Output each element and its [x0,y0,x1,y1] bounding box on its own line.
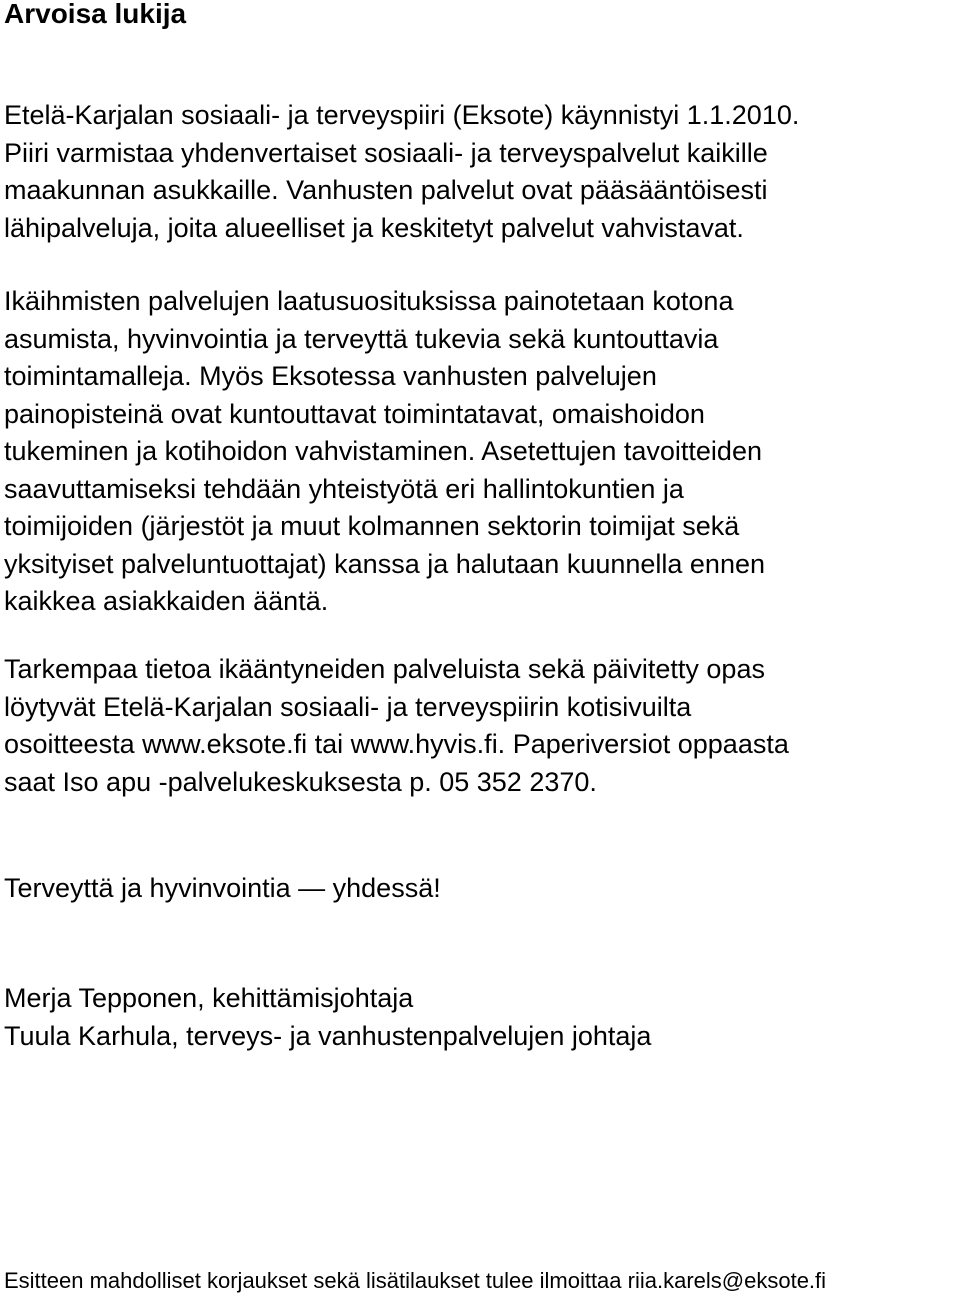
paragraph-line: painopisteinä ovat kuntouttavat toimintatavat, omaishoidon [4,398,705,429]
paragraph-line: asumista, hyvinvointia ja terveyttä tukevia sekä kuntouttavia [4,323,719,354]
paragraph-line: Tarkempaa tietoa ikääntyneiden palveluista sekä päivitetty opas [4,654,765,684]
paragraph-line: löytyvät Etelä-Karjalan sosiaali- ja terveyspiirin kotisivuilta [4,691,692,722]
paragraph-line: Ikäihmisten palvelujen laatusuosituksissa painotetaan kotona [4,286,734,316]
info-paragraph [4,651,789,801]
paragraph-line: yksityiset palveluntuottajat) kanssa ja halutaan kuunnella ennen [4,548,765,579]
paragraph-line: saat Iso apu -palvelukeskuksesta p. 05 352 2370. [4,766,597,797]
quality-paragraph [4,283,765,621]
paragraph-line: saavuttamiseksi tehdään yhteistyötä eri hallintokuntien ja [4,473,684,504]
closing-line: Terveyttä ja hyvinvointia — yhdessä! [4,873,441,903]
paragraph-line: kaikkea asiakkaiden ääntä. [4,586,329,616]
intro-paragraph [4,97,799,247]
paragraph-line: toimijoiden (järjestöt ja muut kolmannen sektorin toimijat sekä [4,511,740,541]
signature-line: Tuula Karhula, terveys- ja vanhustenpalvelujen johtaja [4,1020,652,1051]
paragraph-line: toimintamalleja. Myös Eksotessa vanhusten palvelujen [4,361,657,391]
paragraph-line: osoitteesta www.eksote.fi tai www.hyvis.fi. Paperiversiot oppaasta [4,729,789,759]
footer-note: Esitteen mahdolliset korjaukset sekä lisätilaukset tulee ilmoittaa riia.karels@eksote.fi [4,1268,827,1293]
paragraph-line: tukeminen ja kotihoidon vahvistaminen. Asetettujen tavoitteiden [4,436,762,466]
signature-line: Merja Tepponen, kehittämisjohtaja [4,983,414,1013]
paragraph-line: maakunnan asukkaille. Vanhusten palvelut ovat pääsääntöisesti [4,175,768,205]
paragraph-line: Piiri varmistaa yhdenvertaiset sosiaali- ja terveyspalvelut kaikille [4,137,768,168]
paragraph-line: lähipalveluja, joita alueelliset ja keskitetyt palvelut vahvistavat. [4,212,744,243]
page-title: Arvoisa lukija [4,0,187,29]
signature-block [4,980,651,1055]
paragraph-line: Etelä-Karjalan sosiaali- ja terveyspiiri (Eksote) käynnistyi 1.1.2010. [4,100,800,130]
